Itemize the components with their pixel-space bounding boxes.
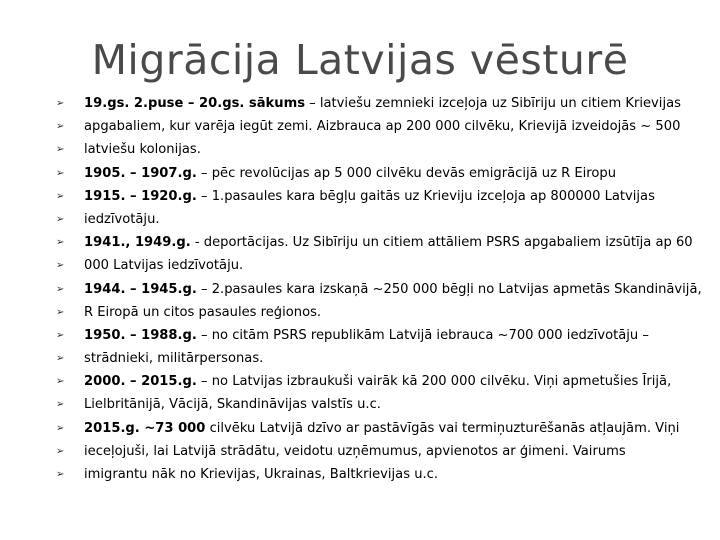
list-item	[56, 324, 706, 347]
list-item-description: – 1.pasaules kara bēgļu gaitās uz Krieviju izceļoja ap 800000 Latvijas	[196, 188, 655, 204]
list-item-text	[84, 347, 706, 370]
arrow-bullet-icon: ➢	[56, 237, 65, 249]
list-item-description: ieceļojuši, lai Latvijā strādātu, veidotu uzņēmumus, apvienotos ar ģimeni. Vairums	[84, 443, 626, 459]
list-item-text	[84, 417, 706, 440]
list-item-text	[84, 138, 706, 161]
list-item-text	[84, 231, 706, 254]
list-item-text	[84, 208, 706, 231]
list-item	[56, 208, 706, 231]
list-item	[56, 417, 706, 440]
bullet-list	[56, 92, 706, 486]
arrow-bullet-icon: ➢	[56, 260, 65, 272]
list-item-description: Lielbritānijā, Vācijā, Skandināvijas valstīs u.c.	[84, 397, 381, 413]
list-item-description: cilvēku Latvijā dzīvo ar pastāvīgās vai termiņuzturēšanās atļaujām. Viņi	[205, 420, 680, 436]
list-item	[56, 254, 706, 277]
list-item-text	[84, 254, 706, 277]
list-item-period: 19.gs. 2.puse – 20.gs. sākums	[84, 96, 306, 111]
arrow-bullet-icon: ➢	[56, 190, 65, 202]
list-item-text	[84, 463, 706, 486]
list-item	[56, 92, 706, 115]
list-item	[56, 185, 706, 208]
list-item-description: apgabaliem, kur varēja iegūt zemi. Aizbrauca ap 200 000 cilvēku, Krievijā izveidojās ~ 500	[84, 119, 681, 135]
arrow-bullet-icon: ➢	[56, 121, 65, 133]
list-item-text	[84, 440, 706, 463]
slide-title: Migrācija Latvijas vēsturē	[91, 36, 629, 84]
list-item	[56, 440, 706, 463]
list-item	[56, 347, 706, 370]
list-item-period: 1944. – 1945.g.	[84, 281, 197, 297]
arrow-bullet-icon: ➢	[56, 329, 65, 341]
list-item-period: 1905. – 1907.g.	[84, 165, 197, 181]
arrow-bullet-icon: ➢	[56, 167, 65, 179]
arrow-bullet-icon: ➢	[56, 445, 65, 457]
list-item-description: strādnieki, militārpersonas.	[84, 351, 264, 367]
list-item-description: – no Latvijas izbraukuši vairāk kā 200 000 cilvēku. Viņi apmetušies Īrijā,	[196, 374, 672, 390]
list-item-period: 2015.g. ~73 000	[84, 420, 206, 436]
arrow-bullet-icon: ➢	[56, 469, 65, 480]
arrow-bullet-icon: ➢	[56, 213, 65, 225]
list-item-text	[84, 185, 706, 208]
list-item-period: 1941., 1949.g.	[84, 235, 191, 251]
list-item-text	[84, 324, 706, 347]
list-item-text	[84, 115, 706, 138]
list-item-description: iedzīvotāju.	[84, 211, 160, 227]
arrow-bullet-icon: ➢	[56, 353, 65, 365]
list-item	[56, 231, 706, 254]
list-item-description: – 2.pasaules kara izskaņā ~250 000 bēgļi no Latvijas apmetās Skandināvijā,	[196, 281, 702, 297]
arrow-bullet-icon: ➢	[56, 422, 65, 434]
list-item-description: – no citām PSRS republikām Latvijā iebrauca ~700 000 iedzīvotāju –	[196, 327, 649, 343]
list-item	[56, 463, 706, 486]
list-item-description: imigrantu nāk no Krievijas, Ukrainas, Baltkrievijas u.c.	[84, 467, 439, 482]
list-item-text	[84, 92, 706, 115]
list-item-text	[84, 393, 706, 416]
list-item-text	[84, 370, 706, 393]
list-item	[56, 138, 706, 161]
list-item	[56, 370, 706, 393]
arrow-bullet-icon: ➢	[56, 283, 65, 295]
list-item	[56, 278, 706, 301]
list-item-description: latviešu kolonijas.	[84, 142, 201, 158]
arrow-bullet-icon: ➢	[56, 144, 65, 156]
arrow-bullet-icon: ➢	[56, 376, 65, 388]
list-item-period: 1950. – 1988.g.	[84, 327, 197, 343]
list-item-description: – pēc revolūcijas ap 5 000 cilvēku devās emigrācijā uz R Eiropu	[196, 165, 617, 181]
list-item	[56, 162, 706, 185]
list-item	[56, 115, 706, 138]
arrow-bullet-icon: ➢	[56, 399, 65, 411]
list-item-text	[84, 278, 706, 301]
arrow-bullet-icon: ➢	[56, 306, 65, 318]
arrow-bullet-icon: ➢	[56, 98, 65, 109]
list-item-description: - deportācijas. Uz Sibīriju un citiem attāliem PSRS apgabaliem izsūtīja ap 60	[190, 235, 693, 251]
list-item	[56, 301, 706, 324]
list-item	[56, 393, 706, 416]
list-item-description: 000 Latvijas iedzīvotāju.	[84, 258, 244, 274]
list-item-period: 2000. – 2015.g.	[84, 374, 197, 390]
list-item-description: R Eiropā un citos pasaules reģionos.	[84, 304, 322, 320]
list-item-description: – latviešu zemnieki izceļoja uz Sibīriju un citiem Krievijas	[305, 96, 681, 111]
list-item-text	[84, 162, 706, 185]
list-item-period: 1915. – 1920.g.	[84, 188, 197, 204]
list-item-text	[84, 301, 706, 324]
